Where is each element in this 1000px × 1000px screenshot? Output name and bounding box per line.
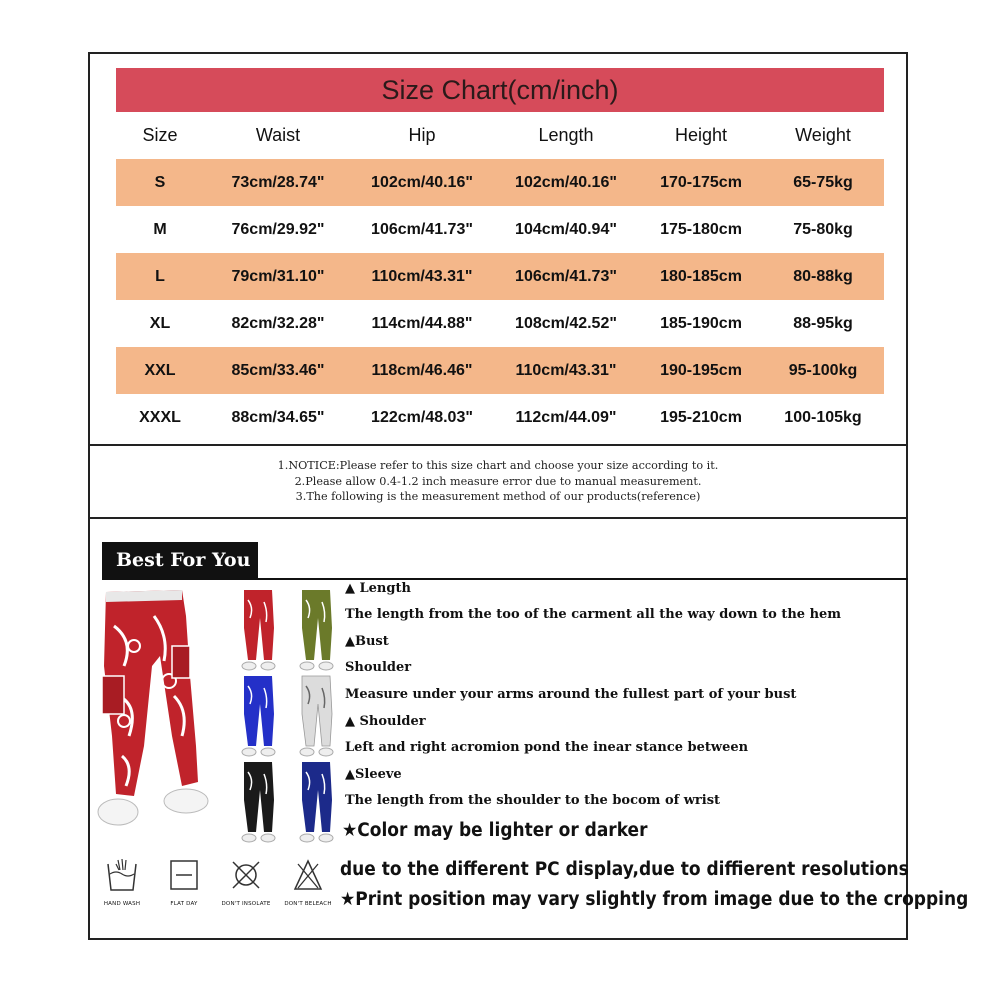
display-warning: due to the different PC display,due to diffierent resolutions — [340, 859, 909, 880]
table-cell: XXXL — [139, 408, 181, 426]
bust-title: ▲Bust — [345, 634, 389, 649]
table-cell: 88-95kg — [793, 314, 853, 332]
print-warning: ★Print position may vary slightly from image due to the cropping — [340, 889, 969, 910]
best-for-you-tab — [102, 542, 258, 578]
table-cell: 122cm/48.03" — [371, 408, 473, 426]
table-cell: 114cm/44.88" — [371, 314, 473, 332]
sleeve-title: ▲Sleeve — [345, 767, 402, 782]
header-cell: Hip — [408, 125, 436, 145]
sleeve-text: The length from the shoulder to the bocom of wrist — [345, 793, 721, 808]
table-cell: 102cm/40.16" — [371, 173, 473, 191]
table-cell: 180-185cm — [660, 267, 742, 285]
table-cell: 170-175cm — [660, 173, 742, 191]
bust-sub: Shoulder — [345, 660, 412, 675]
table-cell: 76cm/29.92" — [231, 220, 325, 238]
table-cell: 110cm/43.31" — [371, 267, 473, 285]
table-cell: 73cm/28.74" — [231, 173, 325, 191]
table-cell: 108cm/42.52" — [515, 314, 617, 332]
table-cell: XL — [149, 314, 171, 332]
table-cell: M — [153, 220, 167, 238]
header-cell: Size — [142, 125, 178, 145]
no-insolate-icon — [230, 858, 262, 892]
pants-blue-thumbnail — [238, 674, 280, 758]
table-row — [116, 300, 884, 347]
header-cell: Length — [538, 125, 594, 145]
table-cell: 79cm/31.10" — [231, 267, 325, 285]
flat-dry-label: FLAT DAY — [170, 901, 198, 907]
table-row — [116, 347, 884, 394]
hand-wash-label: HAND WASH — [103, 901, 141, 907]
table-cell: 185-190cm — [660, 314, 742, 332]
title-bar — [116, 68, 884, 112]
bust-text: Measure under your arms around the fullest part of your bust — [345, 687, 797, 702]
no-bleach-care — [278, 858, 338, 907]
table-cell: 65-75kg — [793, 173, 853, 191]
table-cell: 88cm/34.65" — [231, 408, 325, 426]
no-insolate-care — [216, 858, 276, 907]
length-text: The length from the too of the carment all the way down to the hem — [345, 607, 842, 622]
table-row — [116, 253, 884, 300]
table-cell: 106cm/41.73" — [515, 267, 617, 285]
best-for-you-underline — [102, 578, 908, 580]
table-row — [116, 159, 884, 206]
hand-wash-icon — [106, 858, 138, 892]
length-title: ▲ Length — [345, 581, 411, 596]
table-cell: 82cm/32.28" — [231, 314, 325, 332]
table-cell: 102cm/40.16" — [515, 173, 617, 191]
table-cell: 190-195cm — [660, 361, 742, 379]
color-warning: ★Color may be lighter or darker — [342, 820, 648, 841]
table-cell: L — [155, 267, 165, 285]
notice-line: 3.The following is the measurement method of our products(reference) — [295, 490, 701, 503]
header-cell: Waist — [255, 125, 301, 145]
table-cell: 112cm/44.09" — [515, 408, 617, 426]
size-chart-frame — [88, 52, 969, 940]
table-cell: 118cm/46.46" — [371, 361, 473, 379]
notice-block — [90, 458, 906, 505]
no-bleach-label: DON'T BELEACH — [284, 901, 332, 907]
table-cell: 175-180cm — [660, 220, 742, 238]
divider — [90, 444, 906, 446]
divider — [90, 517, 906, 519]
size-table — [116, 112, 884, 441]
notice-line: 1.NOTICE:Please refer to this size chart and choose your size according to it. — [277, 459, 719, 472]
table-cell: 80-88kg — [793, 267, 853, 285]
pants-red-thumbnail — [238, 588, 280, 672]
shoulder-title: ▲ Shoulder — [345, 714, 426, 729]
table-cell: 100-105kg — [784, 408, 862, 426]
header-cell: Weight — [795, 125, 851, 145]
table-cell: 85cm/33.46" — [231, 361, 325, 379]
pants-white-thumbnail — [296, 674, 338, 758]
table-cell: S — [154, 173, 166, 191]
notice-line: 2.Please allow 0.4-1.2 inch measure error due to manual measurement. — [294, 474, 702, 488]
table-cell: 95-100kg — [788, 361, 858, 379]
table-cell: 195-210cm — [660, 408, 742, 426]
table-cell: 75-80kg — [793, 220, 853, 238]
pants-black-thumbnail — [238, 760, 280, 844]
page-title: Size Chart(cm/inch) — [381, 74, 619, 105]
pants-olive-thumbnail — [296, 588, 338, 672]
no-bleach-icon — [292, 858, 324, 892]
table-row — [116, 394, 884, 441]
table-cell: 106cm/41.73" — [371, 220, 473, 238]
hand-wash-care — [92, 858, 152, 907]
flat-dry-icon — [168, 858, 200, 892]
header-cell: Height — [674, 125, 728, 145]
table-cell: XXL — [144, 361, 176, 379]
best-for-you-label: Best For You — [116, 549, 251, 571]
pants-red-large-image — [94, 586, 214, 842]
pants-navy-thumbnail — [296, 760, 338, 844]
table-cell: 110cm/43.31" — [515, 361, 617, 379]
no-insolate-label: DON'T INSOLATE — [221, 901, 271, 907]
table-header-row — [116, 112, 884, 159]
flat-dry-care — [154, 858, 214, 907]
shoulder-text: Left and right acromion pond the inear stance between — [345, 740, 749, 755]
table-row — [116, 206, 884, 253]
table-cell: 104cm/40.94" — [515, 220, 617, 238]
